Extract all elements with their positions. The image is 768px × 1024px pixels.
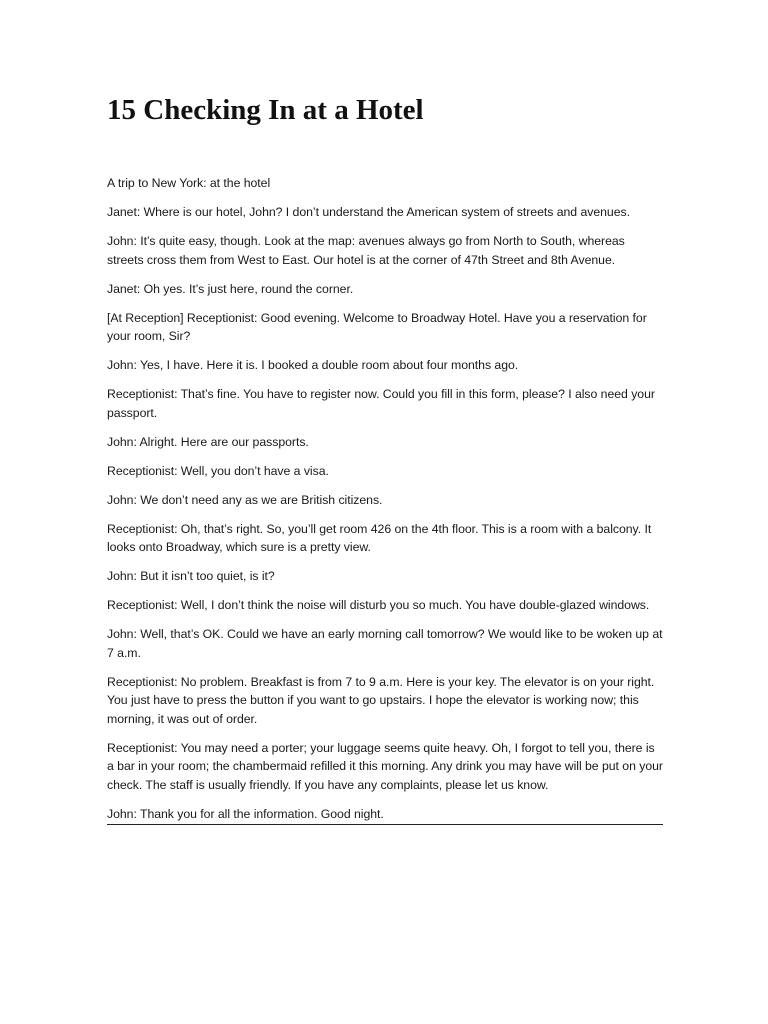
paragraph-closing: John: Thank you for all the information. Good night. [107,805,663,826]
paragraph-dialogue: Janet: Oh yes. It’s just here, round the corner. [107,281,354,296]
paragraph-dialogue: Receptionist: That’s fine. You have to register now. Could you fill in this form, please? I also need your passport. [107,387,655,420]
paragraph-intro: A trip to New York: at the hotel [107,176,271,190]
paragraph-dialogue: Receptionist: Oh, that’s right. So, you’ll get room 426 on the 4th floor. This is a room with a balcony. It looks onto Broadway, which sure is a pretty view. [107,521,652,554]
paragraph-dialogue: John: Alright. Here are our passports. [107,434,309,449]
paragraph-dialogue: John: It’s quite easy, though. Look at the map: avenues always go from North to South, whereas streets cross them from West to East. Our hotel is at the corner of 47th Street and 8th Avenue. [107,234,625,267]
paragraph-dialogue: John: Yes, I have. Here it is. I booked a double room about four months ago. [107,358,519,372]
paragraph-dialogue: [At Reception] Receptionist: Good evening. Welcome to Broadway Hotel. Have you a reservation for your room, Sir? [107,310,647,343]
paragraph-dialogue: Receptionist: Well, you don’t have a visa. [107,463,329,478]
paragraph-dialogue: Receptionist: No problem. Breakfast is from 7 to 9 a.m. Here is your key. The elevator is on your right. You just have to press the button if you want to go upstairs. I hope the elevator is working now; this morning, it was out of order. [107,674,655,726]
paragraph-dialogue: Receptionist: Well, I don’t think the noise will disturb you so much. You have double-glazed windows. [107,598,650,612]
page-title: 15 Checking In at a Hotel [107,94,424,126]
paragraph-dialogue: Receptionist: You may need a porter; your luggage seems quite heavy. Oh, I forgot to tell you, there is a bar in your room; the chambermaid refilled it this morning. Any drink you may have will be put on your check. The staff is usually friendly. If you have any complaints, please let us know. [107,740,663,792]
paragraph-dialogue: Janet: Where is our hotel, John? I don’t understand the American system of streets and avenues. [107,205,630,219]
paragraph-dialogue: John: But it isn’t too quiet, is it? [107,569,275,583]
paragraph-dialogue: John: Well, that’s OK. Could we have an early morning call tomorrow? We would like to be woken up at 7 a.m. [107,627,663,660]
document-body [107,174,663,836]
paragraph-dialogue: John: We don’t need any as we are British citizens. [107,492,383,507]
